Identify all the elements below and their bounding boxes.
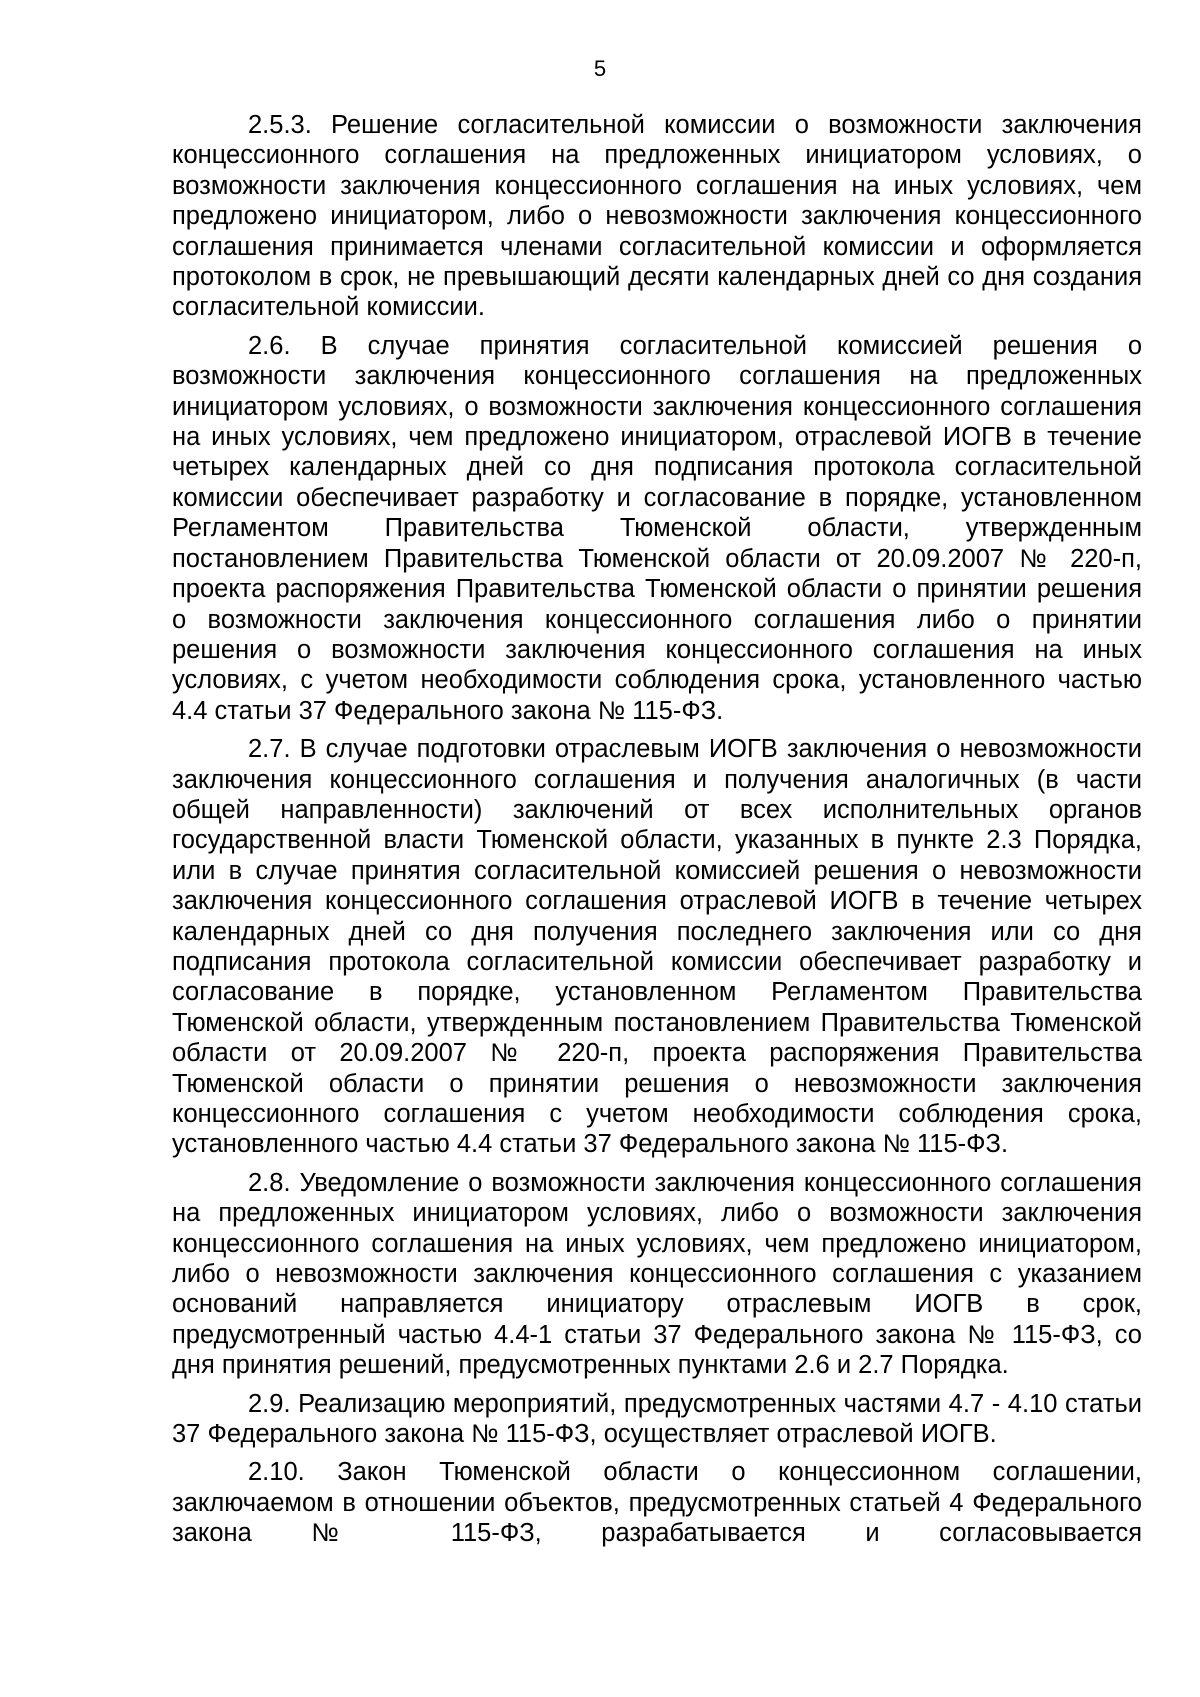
- page-number: 5: [593, 56, 607, 81]
- paragraph-2-8: 2.8. Уведомление о возможности заключения концессионного соглашения на предложенных инициатором условиях, либо о возможности заключения концессионного соглашения на иных условиях, чем предложено инициатором, либо о невозможности заключения концессионного соглашения с указанием оснований направляется инициатору отраслевым ИОГВ в срок, предусмотренный частью 4.4-1 статьи 37 Федерального закона № 115-ФЗ, со дня принятия решений, предусмотренных пунктами 2.6 и 2.7 Порядка.: [172, 1168, 1142, 1380]
- document-body: [172, 110, 1142, 1557]
- paragraph-2-6: 2.6. В случае принятия согласительной комиссией решения о возможности заключения концессионного соглашения на предложенных инициатором условиях, о возможности заключения концессионного соглашения на иных условиях, чем предложено инициатором, отраслевой ИОГВ в течение четырех календарных дней со дня подписания протокола согласительной комиссии обеспечивает разработку и согласование в порядке, установленном Регламентом Правительства Тюменской области, утвержденным постановлением Правительства Тюменской области от 20.09.2007 № 220-п, проекта распоряжения Правительства Тюменской области о принятии решения о возможности заключения концессионного соглашения либо о принятии решения о возможности заключения концессионного соглашения на иных условиях, с учетом необходимости соблюдения срока, установленного частью 4.4 статьи 37 Федерального закона № 115-ФЗ.: [172, 331, 1142, 725]
- paragraph-2-9: 2.9. Реализацию мероприятий, предусмотренных частями 4.7 - 4.10 статьи 37 Федерального закона № 115-ФЗ, осуществляет отраслевой ИОГВ.: [172, 1389, 1142, 1449]
- paragraph-2-10: 2.10. Закон Тюменской области о концессионном соглашении, заключаемом в отношении объектов, предусмотренных статьей 4 Федерального закона № 115-ФЗ, разрабатывается и согласовывается: [172, 1458, 1142, 1548]
- paragraph-2-5-3: 2.5.3. Решение согласительной комиссии о возможности заключения концессионного соглашения на предложенных инициатором условиях, о возможности заключения концессионного соглашения на иных условиях, чем предложено инициатором, либо о невозможности заключения концессионного соглашения принимается членами согласительной комиссии и оформляется протоколом в срок, не превышающий десяти календарных дней со дня создания согласительной комиссии.: [172, 111, 1142, 322]
- paragraph-2-7: 2.7. В случае подготовки отраслевым ИОГВ заключения о невозможности заключения концессионного соглашения и получения аналогичных (в части общей направленности) заключений от всех исполнительных органов государственной власти Тюменской области, указанных в пункте 2.3 Порядка, или в случае принятия согласительной комиссией решения о невозможности заключения концессионного соглашения отраслевой ИОГВ в течение четырех календарных дней со дня получения последнего заключения или со дня подписания протокола согласительной комиссии обеспечивает разработку и согласование в порядке, установленном Регламентом Правительства Тюменской области, утвержденным постановлением Правительства Тюменской области от 20.09.2007 № 220-п, проекта распоряжения Правительства Тюменской области о принятии решения о невозможности заключения концессионного соглашения с учетом необходимости соблюдения срока, установленного частью 4.4 статьи 37 Федерального закона № 115-ФЗ.: [172, 735, 1142, 1159]
